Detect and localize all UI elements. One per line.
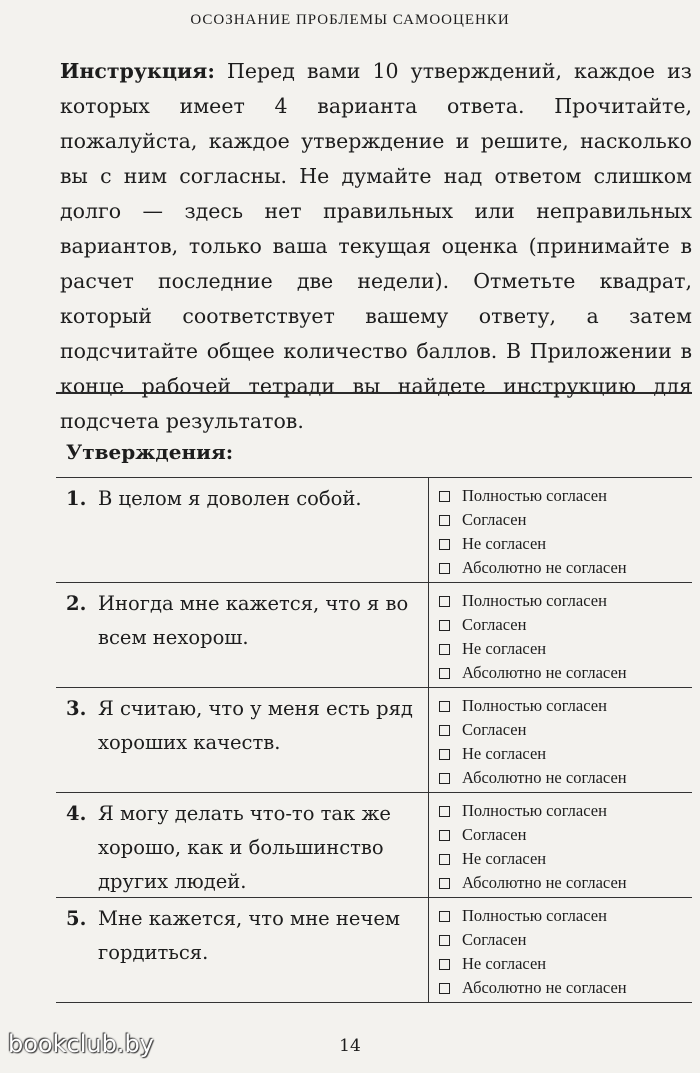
statement-number: 5. — [66, 907, 87, 930]
running-head: ОСОЗНАНИЕ ПРОБЛЕМЫ САМООЦЕНКИ — [190, 12, 510, 28]
checkbox-square-icon[interactable] — [439, 935, 450, 946]
statement-text: Я считаю, что у меня есть ряд хороших качеств. — [98, 697, 413, 754]
option-disagree[interactable] — [439, 532, 692, 556]
answer-options — [429, 688, 692, 792]
option-fully-agree[interactable] — [439, 799, 692, 823]
option-label: Согласен — [462, 615, 527, 634]
statement-number: 1. — [66, 487, 87, 510]
checkbox-square-icon[interactable] — [439, 725, 450, 736]
option-label: Абсолютно не согласен — [462, 978, 627, 997]
statement-cell — [56, 478, 429, 582]
checkbox-square-icon[interactable] — [439, 773, 450, 784]
option-strongly-disagree[interactable] — [439, 766, 692, 790]
checkbox-square-icon[interactable] — [439, 911, 450, 922]
option-disagree[interactable] — [439, 847, 692, 871]
option-label: Не согласен — [462, 849, 547, 868]
option-disagree[interactable] — [439, 742, 692, 766]
statement-cell — [56, 688, 429, 792]
checkbox-square-icon[interactable] — [439, 596, 450, 607]
option-label: Не согласен — [462, 534, 547, 553]
option-fully-agree[interactable] — [439, 694, 692, 718]
option-fully-agree[interactable] — [439, 904, 692, 928]
option-label: Абсолютно не согласен — [462, 873, 627, 892]
section-divider — [56, 392, 692, 394]
option-label: Полностью согласен — [462, 591, 607, 610]
statement-cell — [56, 793, 429, 897]
checkbox-square-icon[interactable] — [439, 491, 450, 502]
page-number: 14 — [339, 1036, 361, 1056]
option-label: Абсолютно не согласен — [462, 768, 627, 787]
option-fully-agree[interactable] — [439, 484, 692, 508]
statement-number: 3. — [66, 697, 87, 720]
instruction-text: Перед вами 10 утверждений, каждое из которых имеет 4 варианта ответа. Прочитайте, пожалуйста, каждое утверждение и решите, насколько вы с ним согласны. Не думайте над ответом слишком долго — здесь нет правильных или неправильных вариантов, только ваша текущая оценка (принимайте в расчет последние две недели). Отметьте квадрат, который соответствует вашему ответу, а затем подсчитайте общее количество баллов. В Приложении в конце рабочей тетради вы найдете инструкцию для подсчета результатов. — [60, 59, 692, 433]
statement-row-1 — [56, 478, 692, 583]
checkbox-square-icon[interactable] — [439, 644, 450, 655]
checkbox-square-icon[interactable] — [439, 806, 450, 817]
answer-options — [429, 793, 692, 897]
answer-options — [429, 478, 692, 582]
statement-text: Мне кажется, что мне нечем гордиться. — [98, 907, 401, 964]
option-label: Не согласен — [462, 744, 547, 763]
watermark-logo: bookclub.by — [8, 1030, 154, 1058]
statement-cell — [56, 898, 429, 1002]
checkbox-square-icon[interactable] — [439, 563, 450, 574]
checkbox-square-icon[interactable] — [439, 668, 450, 679]
option-fully-agree[interactable] — [439, 589, 692, 613]
option-strongly-disagree[interactable] — [439, 871, 692, 895]
statement-text: Я могу делать что-то так же хорошо, как и большинство других людей. — [98, 802, 391, 893]
option-label: Абсолютно не согласен — [462, 663, 627, 682]
statement-number: 2. — [66, 592, 87, 615]
answer-options — [429, 898, 692, 1002]
option-label: Полностью согласен — [462, 486, 607, 505]
option-agree[interactable] — [439, 928, 692, 952]
option-agree[interactable] — [439, 508, 692, 532]
option-disagree[interactable] — [439, 952, 692, 976]
section-title: Утверждения: — [66, 440, 234, 464]
option-label: Согласен — [462, 930, 527, 949]
statements-table — [56, 477, 692, 1003]
checkbox-square-icon[interactable] — [439, 854, 450, 865]
instruction-paragraph — [60, 54, 692, 439]
option-disagree[interactable] — [439, 637, 692, 661]
checkbox-square-icon[interactable] — [439, 878, 450, 889]
checkbox-square-icon[interactable] — [439, 701, 450, 712]
option-label: Полностью согласен — [462, 801, 607, 820]
answer-options — [429, 583, 692, 687]
option-label: Согласен — [462, 720, 527, 739]
statement-text: Иногда мне кажется, что я во всем нехорош. — [98, 592, 409, 649]
instruction-lead: Инструкция: — [60, 59, 215, 83]
option-label: Абсолютно не согласен — [462, 558, 627, 577]
statement-row-3 — [56, 688, 692, 793]
option-strongly-disagree[interactable] — [439, 661, 692, 685]
option-label: Не согласен — [462, 639, 547, 658]
checkbox-square-icon[interactable] — [439, 515, 450, 526]
checkbox-square-icon[interactable] — [439, 959, 450, 970]
option-agree[interactable] — [439, 613, 692, 637]
statement-row-4 — [56, 793, 692, 898]
checkbox-square-icon[interactable] — [439, 830, 450, 841]
checkbox-square-icon[interactable] — [439, 749, 450, 760]
option-label: Не согласен — [462, 954, 547, 973]
statement-text: В целом я доволен собой. — [98, 487, 362, 510]
option-agree[interactable] — [439, 718, 692, 742]
statement-number: 4. — [66, 802, 87, 825]
option-strongly-disagree[interactable] — [439, 556, 692, 580]
checkbox-square-icon[interactable] — [439, 539, 450, 550]
statement-row-5 — [56, 898, 692, 1003]
option-label: Полностью согласен — [462, 906, 607, 925]
statement-cell — [56, 583, 429, 687]
checkbox-square-icon[interactable] — [439, 983, 450, 994]
statement-row-2 — [56, 583, 692, 688]
option-strongly-disagree[interactable] — [439, 976, 692, 1000]
option-label: Полностью согласен — [462, 696, 607, 715]
option-label: Согласен — [462, 510, 527, 529]
option-agree[interactable] — [439, 823, 692, 847]
option-label: Согласен — [462, 825, 527, 844]
checkbox-square-icon[interactable] — [439, 620, 450, 631]
